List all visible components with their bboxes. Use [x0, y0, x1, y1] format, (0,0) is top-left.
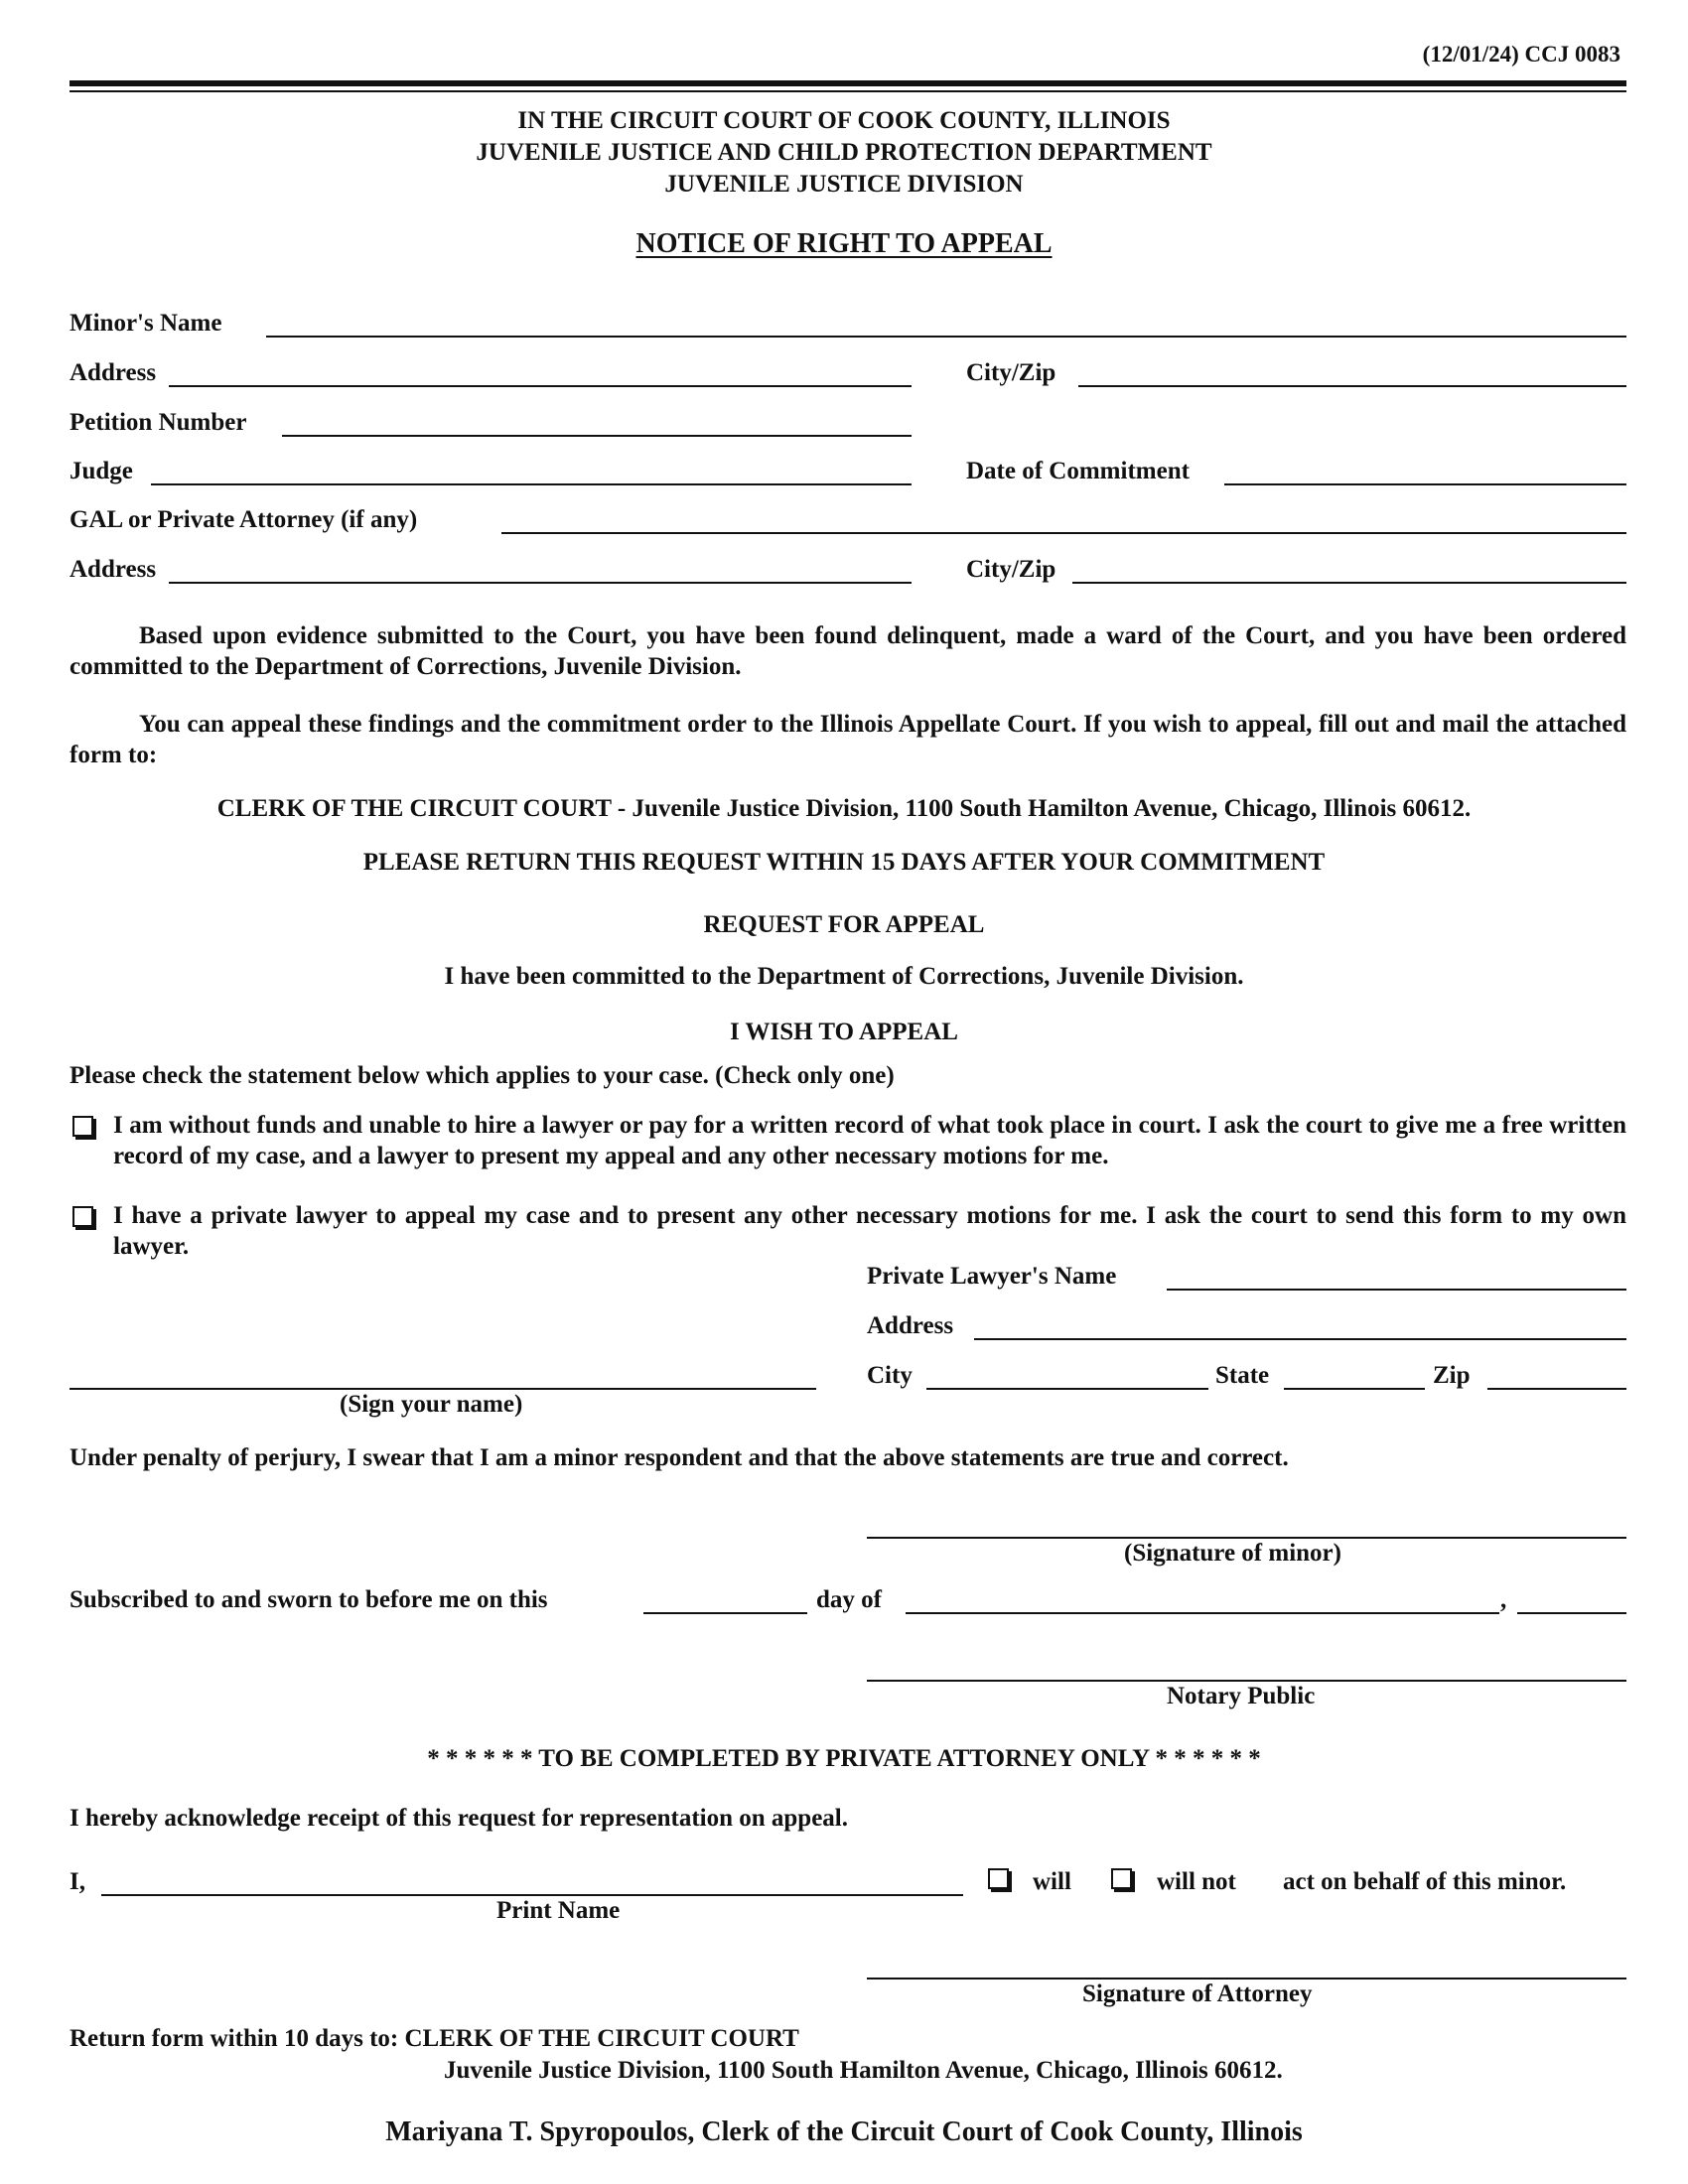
lawyer-state-line: [1284, 1388, 1425, 1390]
return-address: Juvenile Justice Division, 1100 South Hamilton Avenue, Chicago, Illinois 60612.: [444, 2057, 1283, 2084]
wish-heading: I WISH TO APPEAL: [730, 1019, 958, 1045]
will-checkbox[interactable]: [988, 1868, 1009, 1889]
lawyer-zip-line: [1487, 1388, 1626, 1390]
subscribed-text: Subscribed to and sworn to before me on this: [70, 1586, 548, 1613]
appeal-paragraph: You can appeal these findings and the commitment order to the Illinois Appellate Court. If you wish to appeal, fill out and mail the attached form to:: [70, 711, 1626, 768]
notary-signature-line: [867, 1680, 1626, 1682]
address-input[interactable]: [169, 357, 914, 383]
attorney-print-name-input[interactable]: [101, 1866, 963, 1892]
sign-name-input[interactable]: [70, 1360, 816, 1386]
division-name: JUVENILE JUSTICE DIVISION: [664, 171, 1024, 198]
date-of-commitment-input[interactable]: [1224, 456, 1627, 481]
sign-name-line: [70, 1388, 816, 1390]
lawyer-zip-label: Zip: [1433, 1362, 1471, 1389]
form-code: (12/01/24) CCJ 0083: [1422, 42, 1620, 67]
court-name: IN THE CIRCUIT COURT OF COOK COUNTY, ILLINOIS: [517, 107, 1171, 134]
option-private-lawyer-checkbox[interactable]: [72, 1206, 93, 1227]
lawyer-address-input[interactable]: [974, 1310, 1627, 1336]
minors-name-label: Minor's Name: [70, 310, 222, 337]
gal-attorney-input[interactable]: [501, 504, 1627, 530]
petition-number-input[interactable]: [282, 407, 914, 433]
acknowledge-text: I hereby acknowledge receipt of this request for representation on appeal.: [70, 1805, 848, 1832]
option-no-funds-checkbox[interactable]: [72, 1116, 93, 1137]
subscribed-month-input[interactable]: [906, 1584, 1500, 1610]
lawyer-zip-input[interactable]: [1487, 1360, 1628, 1386]
attorney-address-line: [169, 582, 912, 584]
notary-caption: Notary Public: [1167, 1683, 1316, 1709]
date-of-commitment-line: [1224, 483, 1626, 485]
minor-signature-input[interactable]: [867, 1509, 1627, 1535]
department-name: JUVENILE JUSTICE AND CHILD PROTECTION DEPARTMENT: [476, 139, 1212, 166]
lawyer-city-label: City: [867, 1362, 913, 1389]
sign-name-caption: (Sign your name): [340, 1391, 523, 1418]
attorney-address-input[interactable]: [169, 554, 914, 580]
attorney-city-zip-line: [1072, 582, 1626, 584]
lawyer-address-line: [974, 1338, 1626, 1340]
judge-input[interactable]: [151, 456, 914, 481]
lawyer-name-label: Private Lawyer's Name: [867, 1263, 1117, 1290]
lawyer-city-line: [926, 1388, 1208, 1390]
lawyer-state-input[interactable]: [1284, 1360, 1427, 1386]
subscribed-comma: ,: [1500, 1586, 1507, 1613]
will-not-label: will not: [1157, 1868, 1236, 1895]
attorney-city-zip-label: City/Zip: [966, 556, 1056, 583]
judge-line: [151, 483, 912, 485]
minors-name-input[interactable]: [266, 308, 1624, 334]
committed-statement: I have been committed to the Department of Corrections, Juvenile Division.: [444, 963, 1244, 990]
day-of-text: day of: [816, 1586, 882, 1613]
header-rule-thin: [70, 90, 1626, 92]
will-not-checkbox[interactable]: [1111, 1868, 1132, 1889]
return-label: Return form within 10 days to: CLERK OF THE CIRCUIT COURT: [70, 2025, 799, 2052]
gal-attorney-line: [501, 532, 1626, 534]
request-heading: REQUEST FOR APPEAL: [703, 911, 985, 938]
gal-attorney-label: GAL or Private Attorney (if any): [70, 506, 418, 533]
lawyer-name-line: [1167, 1289, 1626, 1291]
judge-label: Judge: [70, 458, 133, 484]
address-line: [169, 385, 912, 387]
header-rule-thick: [70, 80, 1626, 86]
attorney-city-zip-input[interactable]: [1072, 554, 1626, 580]
option-private-lawyer-text: I have a private lawyer to appeal my case and to present any other necessary motions for me. I ask the court to send this form to my own lawyer.: [113, 1202, 1626, 1260]
attorney-signature-line: [867, 1978, 1626, 1979]
city-zip-line: [1078, 385, 1626, 387]
attorney-print-name-line: [101, 1894, 963, 1896]
lawyer-address-label: Address: [867, 1312, 954, 1339]
lawyer-state-label: State: [1215, 1362, 1270, 1389]
i-label: I,: [70, 1868, 85, 1895]
lawyer-name-input[interactable]: [1167, 1261, 1627, 1287]
subscribed-day-line: [643, 1612, 807, 1614]
attorney-section-heading: * * * * * * TO BE COMPLETED BY PRIVATE ATTORNEY ONLY * * * * * *: [427, 1745, 1261, 1772]
attorney-signature-input[interactable]: [867, 1950, 1627, 1976]
perjury-statement: Under penalty of perjury, I swear that I am a minor respondent and that the above statements are true and correct.: [70, 1444, 1289, 1471]
minors-name-line: [266, 336, 1626, 338]
attorney-signature-caption: Signature of Attorney: [1082, 1980, 1313, 2007]
page-title: [0, 228, 1688, 260]
minor-signature-caption: (Signature of minor): [1124, 1540, 1341, 1567]
minor-signature-line: [867, 1537, 1626, 1539]
return-notice: PLEASE RETURN THIS REQUEST WITHIN 15 DAYS AFTER YOUR COMMITMENT: [362, 849, 1326, 876]
attorney-address-label: Address: [70, 556, 157, 583]
petition-number-label: Petition Number: [70, 409, 247, 436]
finding-paragraph: Based upon evidence submitted to the Court, you have been found delinquent, made a ward of the Court, and you have been ordered committed to the Department of Corrections, Juvenile Division.: [70, 622, 1626, 680]
clerk-address: CLERK OF THE CIRCUIT COURT - Juvenile Justice Division, 1100 South Hamilton Avenue, Chicago, Illinois 60612.: [216, 795, 1472, 822]
act-on-behalf-text: act on behalf of this minor.: [1283, 1868, 1567, 1895]
print-name-caption: Print Name: [496, 1897, 621, 1924]
subscribed-month-line: [906, 1612, 1499, 1614]
notary-signature-input[interactable]: [867, 1652, 1627, 1678]
city-zip-label: City/Zip: [966, 359, 1056, 386]
footer-clerk-name: Mariyana T. Spyropoulos, Clerk of the Circuit Court of Cook County, Illinois: [385, 2116, 1303, 2147]
lawyer-city-input[interactable]: [926, 1360, 1210, 1386]
subscribed-day-input[interactable]: [643, 1584, 808, 1610]
option-no-funds-text: I am without funds and unable to hire a lawyer or pay for a written record of what took place in court. I ask the court to give me a free written record of my case, and a lawyer to present my appeal and any other necessary motions for me.: [113, 1112, 1626, 1169]
page-title-text: NOTICE OF RIGHT TO APPEAL: [635, 228, 1053, 259]
subscribed-year-input[interactable]: [1517, 1584, 1627, 1610]
petition-number-line: [282, 435, 912, 437]
check-instruction: Please check the statement below which applies to your case. (Check only one): [70, 1062, 895, 1089]
date-of-commitment-label: Date of Commitment: [966, 458, 1190, 484]
address-label: Address: [70, 359, 157, 386]
will-label: will: [1033, 1868, 1071, 1895]
city-zip-input[interactable]: [1078, 357, 1626, 383]
subscribed-year-line: [1517, 1612, 1626, 1614]
